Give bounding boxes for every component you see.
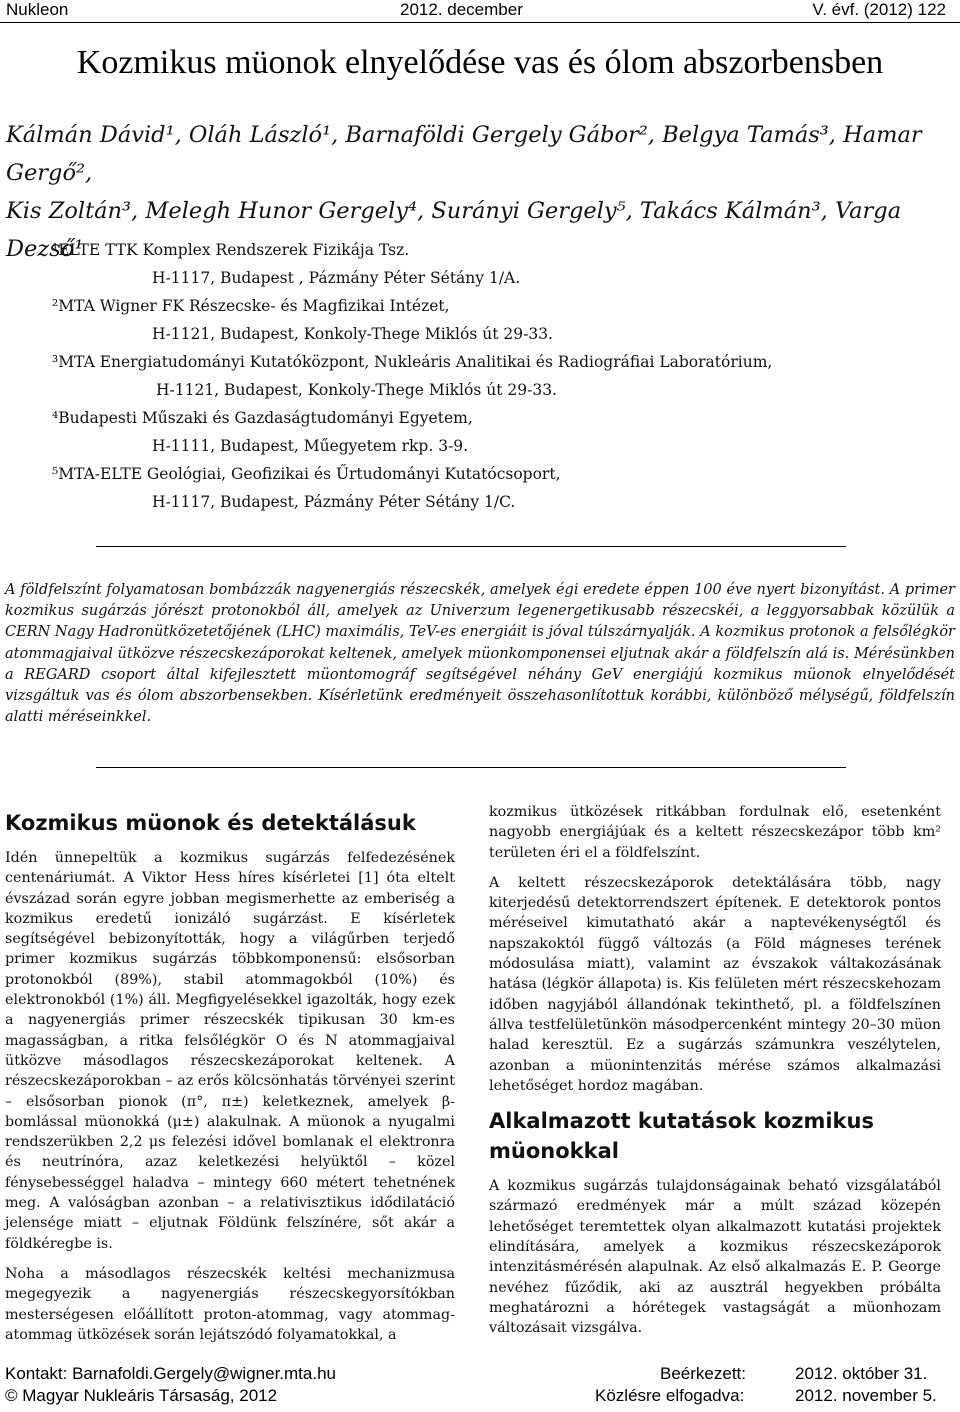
- affiliation-address: H-1121, Budapest, Konkoly-Thege Miklós út 29-33.: [152, 325, 553, 343]
- abstract: A földfelszínt folyamatosan bombázzák nagyenergiás részecskék, amelyek égi eredete éppen 100 éve nyert bizonyítást. A primer kozmikus sugárzás jórészt protonokból áll, amelyek az Univerzum legenergetikusabb részecskéi, a leggyorsabbak közülük a CERN Nagy Hadronütközetetőjének (LHC) maximális, TeV-es energiáit is jóval túlszárnyalják. A kozmikus protonok a felsőlégkör atommagjaival ütközve részecskezáporokat keltenek, amelyek müonkomponensei eljutnak akár a földfelszín alá is. Mérésünkben a REGARD csoport által kifejlesztett müontomográf segítségével néhány GeV energiájú kozmikus müonok elnyelődését vizsgáltuk vas és ólom abszorbensekben. Kísérletünk eredményeit összehasonlítottuk korábbi, különböző mélységű, földfelszín alatti méréseinkkel.: [5, 582, 955, 726]
- accepted-label: Közlésre elfogadva:: [595, 1386, 745, 1405]
- left-column: [5, 808, 455, 1355]
- footer-row: [5, 1386, 955, 1406]
- author-line: Kis Zoltán³, Melegh Hunor Gergely⁴, Surányi Gergely⁵, Takács Kálmán³, Varga Dezső¹: [6, 198, 902, 262]
- received-date: 2012. október 31.: [795, 1364, 928, 1383]
- paragraph: A kozmikus sugárzás tulajdonságainak beható vizsgálatából származó eredmények már a múlt század közepén lehetőséget teremtettek olyan alkalmazott kutatási projektek elindítására, amelyek a kozmikus részecskezáporok intenzitásmérésén alapulnak. Az első alkalmazás E. P. George nevéhez fűződik, aki az ausztrál hegyekben próbálta meghatározni a hórétegek vastagságát a müonhozam változásait vizsgálva.: [489, 1178, 941, 1337]
- affiliations: [52, 236, 952, 516]
- affiliation-address: H-1121, Budapest, Konkoly-Thege Miklós út 29-33.: [156, 381, 557, 399]
- affiliation-name: ²MTA Wigner FK Részecske- és Magfizikai Intézet,: [52, 297, 450, 315]
- accepted-date: 2012. november 5.: [795, 1386, 937, 1405]
- running-header: [0, 0, 960, 23]
- section-heading: Kozmikus müonok és detektálásuk: [5, 811, 416, 835]
- section-heading: Alkalmazott kutatások kozmikus müonokkal: [489, 1109, 874, 1164]
- paragraph: kozmikus ütközések ritkábban fordulnak elő, esetenként nagyobb energiájúak és a keltett részecskezápor több km² területen éri el a földfelszínt.: [489, 804, 941, 861]
- affiliation-address: H-1117, Budapest , Pázmány Péter Sétány 1/A.: [152, 269, 521, 287]
- affiliation-name: ¹ELTE TTK Komplex Rendszerek Fizikája Tsz.: [52, 241, 410, 259]
- paragraph: Noha a másodlagos részecskék keltési mechanizmusa megegyezik a nagyenergiás részecskegyorsítókban mesterségesen előállított proton-atommag, vagy atommag-atommag ütközések során lejátszódó folyamatokkal, a: [5, 1265, 455, 1343]
- received-label: Beérkezett:: [660, 1364, 746, 1383]
- affiliation-name: ⁴Budapesti Műszaki és Gazdaságtudományi Egyetem,: [52, 409, 473, 427]
- divider: [96, 767, 846, 768]
- paragraph: A keltett részecskezáporok detektálására több, nagy kiterjedésű detektorrendszert építenek. E detektorok pontos méréseivel kimutatható akár a naptevékenységtől és napszakoktól függő változás (a Föld mágneses terének módosulása miatt), valamint az évszakok váltakozásának hatása (légkör állapota) is. Kis felületen mért részecskehozam időben nagyjából állandónak tekinthető, pl. a földfelszínen állva testfelületünkön másodpercenként mintegy 20–30 müon halad keresztül. Ez a sugárzás számunkra veszélytelen, azonban a müonintenzitás mérése számos alkalmazási lehetőséget hordoz magában.: [489, 874, 941, 1094]
- volume-page: V. évf. (2012) 122: [812, 0, 946, 19]
- paper-title: Kozmikus müonok elnyelődése vas és ólom abszorbensben: [76, 44, 884, 81]
- affiliation-name: ³MTA Energiatudományi Kutatóközpont, Nukleáris Analitikai és Radiográfiai Laboratórium,: [52, 353, 773, 371]
- footer-row: [5, 1364, 955, 1384]
- right-column: [489, 802, 941, 1349]
- divider: [96, 546, 846, 547]
- journal-name: Nukleon: [6, 0, 69, 19]
- paragraph: Idén ünnepeltük a kozmikus sugárzás felfedezésének centenáriumát. A Viktor Hess híres kísérletei [1] óta eltelt évszázad során egyre jobban megismerhette az emberiség a kozmikus eredetű ionizáló sugárzást. E kísérletek segítségével bebizonyították, hogy a világűrben terjedő primer kozmikus sugárzás többkomponensű: elsősorban protonokból (89%), stabil atommagokból (10%) és elektronokból (1%) áll. Megfigyelésekkel igazolták, hogy ezek a nagyenergiás primer részecskék tipikusan 30 km-es magasságban, a ritka felsőlégkör O és N atommagjaival ütközve másodlagos részecskezáporokat keltenek. A részecskezáporokban – az erős kölcsönhatás törvényei szerint – elsősorban pionok (π°, π±) keletkeznek, amelyek β-bomlással müonokká (μ±) alakulnak. A müonok a nyugalmi rendszerükben 2,2 μs felezési idővel bomlanak el elektronra és neutrínóra, azaz keletkezési helyüktől – közel fénysebességgel haladva – mintegy 660 métert tehetnének meg. A valóságban azonban – a relativisztikus idődilatáció jelensége miatt – eljutnak Földünk felszínére, sőt akár a földkéregbe is.: [5, 850, 455, 1252]
- issue-date: 2012. december: [400, 0, 523, 19]
- affiliation-name: ⁵MTA-ELTE Geológiai, Geofizikai és Űrtudományi Kutatócsoport,: [52, 465, 561, 483]
- affiliation-address: H-1111, Budapest, Műegyetem rkp. 3-9.: [152, 437, 469, 455]
- contact-email: Kontakt: Barnafoldi.Gergely@wigner.mta.hu: [5, 1364, 336, 1383]
- author-line: Kálmán Dávid¹, Oláh László¹, Barnaföldi Gergely Gábor², Belgya Tamás³, Hamar Gergő²,: [6, 122, 922, 186]
- affiliation-address: H-1117, Budapest, Pázmány Péter Sétány 1/C.: [152, 493, 516, 511]
- copyright: © Magyar Nukleáris Társaság, 2012: [5, 1386, 278, 1405]
